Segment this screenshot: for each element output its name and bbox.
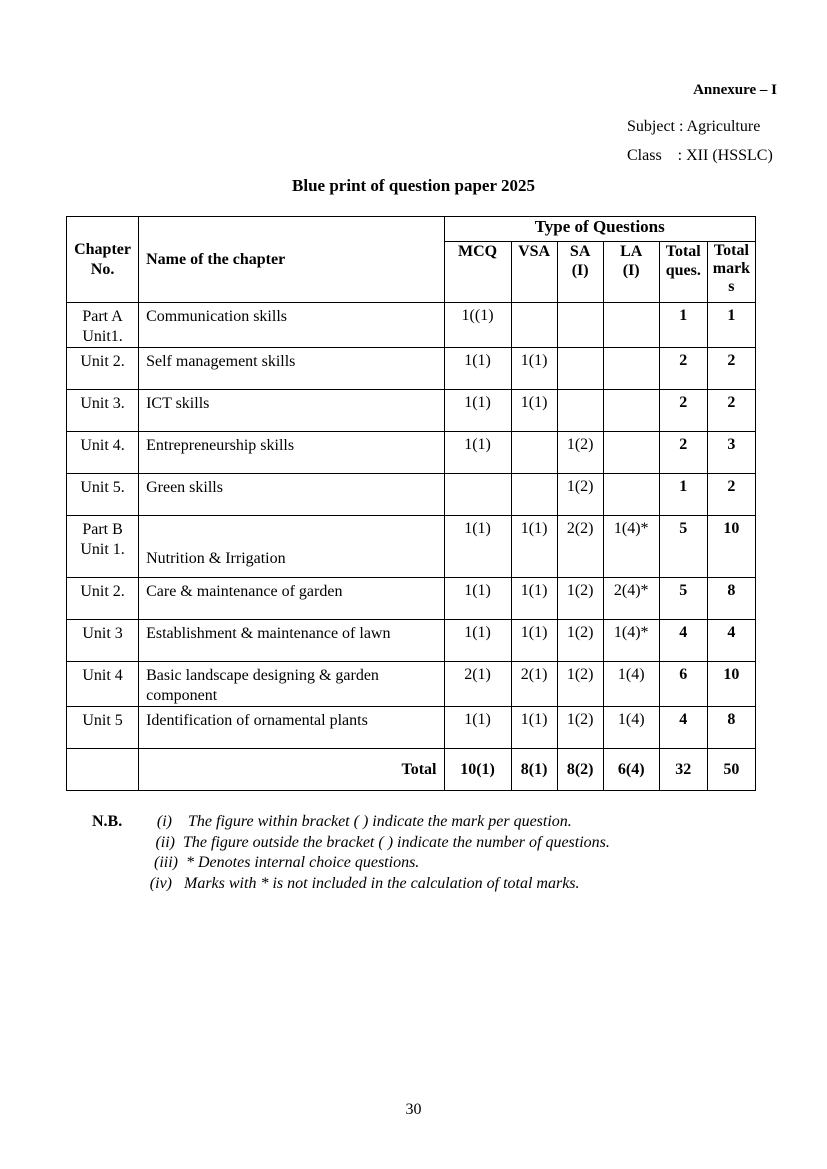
vsa-cell: 1(1) (511, 707, 557, 749)
la-cell (603, 348, 659, 390)
sa-cell: 1(2) (557, 474, 603, 516)
sa-cell (557, 348, 603, 390)
note-item: (ii) The figure outside the bracket ( ) indicate the number of questions. (155, 834, 610, 851)
mcq-cell: 1(1) (444, 432, 511, 474)
sa-cell (557, 303, 603, 348)
total-questions-cell: 4 (659, 620, 707, 662)
chapter-name-cell: Identification of ornamental plants (139, 707, 444, 749)
table-row (67, 474, 756, 516)
chapter-cell: Unit 5 (67, 707, 139, 749)
la-cell: 1(4)* (603, 620, 659, 662)
header-chapter-name: Name of the chapter (139, 217, 444, 303)
chapter-cell: Unit 3 (67, 620, 139, 662)
page-number: 30 (405, 1101, 422, 1118)
total-questions-cell: 2 (659, 390, 707, 432)
total-questions-cell: 1 (659, 303, 707, 348)
sa-cell: 1(2) (557, 662, 603, 707)
vsa-cell (511, 303, 557, 348)
header-la: LA (I) (603, 242, 659, 303)
note-item: (i) The figure within bracket ( ) indicate the mark per question. (156, 813, 572, 830)
chapter-name-cell: Nutrition & Irrigation (139, 516, 444, 578)
vsa-cell: 1(1) (511, 578, 557, 620)
mcq-cell (444, 474, 511, 516)
total-questions-cell: 5 (659, 578, 707, 620)
vsa-cell: 1(1) (511, 516, 557, 578)
chapter-name-cell: ICT skills (139, 390, 444, 432)
total-marks-cell: 2 (707, 348, 755, 390)
la-cell: 1(4) (603, 707, 659, 749)
sa-cell: 1(2) (557, 578, 603, 620)
sa-cell: 2(2) (557, 516, 603, 578)
total-empty-cell (67, 749, 139, 791)
total-la: 6(4) (603, 749, 659, 791)
header-sa: SA (I) (557, 242, 603, 303)
vsa-cell: 1(1) (511, 620, 557, 662)
total-marks-cell: 10 (707, 516, 755, 578)
mcq-cell: 1(1) (444, 516, 511, 578)
total-marks-cell: 4 (707, 620, 755, 662)
table-row (67, 707, 756, 749)
total-marks-cell: 1 (707, 303, 755, 348)
la-cell: 1(4) (603, 662, 659, 707)
total-mcq: 10(1) (444, 749, 511, 791)
chapter-cell: Unit 3. (67, 390, 139, 432)
blueprint-table (66, 216, 756, 791)
sa-cell: 1(2) (557, 432, 603, 474)
total-questions-cell: 4 (659, 707, 707, 749)
total-label: Total (139, 749, 444, 791)
vsa-cell (511, 432, 557, 474)
chapter-cell: Unit 2. (67, 578, 139, 620)
sa-cell (557, 390, 603, 432)
header-mcq: MCQ (444, 242, 511, 303)
header-vsa: VSA (511, 242, 557, 303)
table-row (67, 662, 756, 707)
table-row (67, 390, 756, 432)
chapter-name-cell: Basic landscape designing & garden component (139, 662, 444, 707)
mcq-cell: 1((1) (444, 303, 511, 348)
sa-cell: 1(2) (557, 620, 603, 662)
grand-total-questions: 32 (659, 749, 707, 791)
header-total-marks: Total mark s (707, 242, 755, 303)
total-vsa: 8(1) (511, 749, 557, 791)
table-row (67, 303, 756, 348)
total-questions-cell: 2 (659, 432, 707, 474)
mcq-cell: 1(1) (444, 620, 511, 662)
document-title: Blue print of question paper 2025 (292, 176, 535, 195)
vsa-cell: 1(1) (511, 348, 557, 390)
chapter-name-cell: Entrepreneurship skills (139, 432, 444, 474)
la-cell (603, 432, 659, 474)
chapter-name-cell: Establishment & maintenance of lawn (139, 620, 444, 662)
subject-line: Subject : Agriculture (627, 118, 761, 135)
total-questions-cell: 1 (659, 474, 707, 516)
total-questions-cell: 5 (659, 516, 707, 578)
chapter-cell: Unit 2. (67, 348, 139, 390)
table-row (67, 578, 756, 620)
mcq-cell: 1(1) (444, 390, 511, 432)
chapter-cell: Part A Unit1. (67, 303, 139, 348)
vsa-cell: 2(1) (511, 662, 557, 707)
total-marks-cell: 8 (707, 707, 755, 749)
chapter-name-cell: Self management skills (139, 348, 444, 390)
vsa-cell: 1(1) (511, 390, 557, 432)
header-chapter-no: Chapter No. (67, 217, 139, 303)
chapter-name-cell: Communication skills (139, 303, 444, 348)
chapter-cell: Unit 5. (67, 474, 139, 516)
la-cell (603, 303, 659, 348)
header-type-of-questions: Type of Questions (444, 217, 756, 242)
chapter-cell: Part B Unit 1. (67, 516, 139, 578)
grand-total-marks: 50 (707, 749, 755, 791)
total-marks-cell: 2 (707, 390, 755, 432)
mcq-cell: 1(1) (444, 578, 511, 620)
chapter-cell: Unit 4. (67, 432, 139, 474)
mcq-cell: 1(1) (444, 348, 511, 390)
total-marks-cell: 2 (707, 474, 755, 516)
la-cell (603, 474, 659, 516)
nb-label: N.B. (92, 813, 123, 830)
table-row (67, 432, 756, 474)
total-marks-cell: 3 (707, 432, 755, 474)
total-questions-cell: 6 (659, 662, 707, 707)
chapter-name-cell: Care & maintenance of garden (139, 578, 444, 620)
mcq-cell: 2(1) (444, 662, 511, 707)
chapter-cell: Unit 4 (67, 662, 139, 707)
total-sa: 8(2) (557, 749, 603, 791)
total-questions-cell: 2 (659, 348, 707, 390)
la-cell (603, 390, 659, 432)
annexure-label: Annexure – I (693, 82, 777, 98)
note-item: (iv) Marks with * is not included in the calculation of total marks. (149, 875, 580, 892)
note-item: (iii) * Denotes internal choice questions. (154, 854, 420, 871)
chapter-name-cell: Green skills (139, 474, 444, 516)
total-row (67, 749, 756, 791)
vsa-cell (511, 474, 557, 516)
header-total-questions: Total ques. (659, 242, 707, 303)
sa-cell: 1(2) (557, 707, 603, 749)
total-marks-cell: 8 (707, 578, 755, 620)
table-row (67, 348, 756, 390)
class-line: Class : XII (HSSLC) (627, 147, 773, 164)
mcq-cell: 1(1) (444, 707, 511, 749)
table-row (67, 516, 756, 578)
table-row (67, 620, 756, 662)
total-marks-cell: 10 (707, 662, 755, 707)
la-cell: 2(4)* (603, 578, 659, 620)
la-cell: 1(4)* (603, 516, 659, 578)
